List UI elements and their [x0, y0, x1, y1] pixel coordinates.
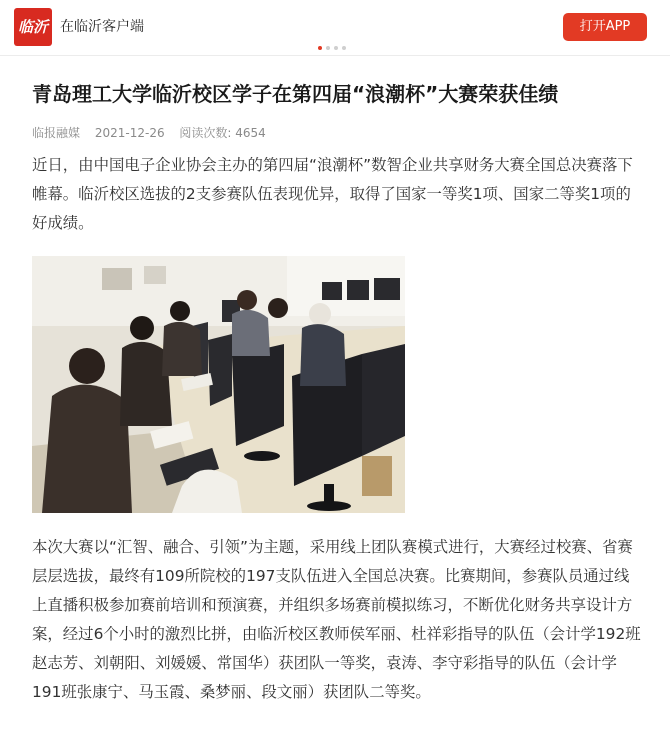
- app-name: 在临沂客户端: [60, 19, 144, 35]
- carousel-dot[interactable]: [318, 46, 322, 50]
- open-app-button[interactable]: 打开APP: [563, 13, 647, 41]
- article-source: 临报融媒: [32, 126, 81, 140]
- article-paragraph-2: 本次大赛以“汇智、融合、引领”为主题，采用线上团队赛模式进行，大赛经过校赛、省赛层层选拔，最终有109所院校的197支队伍进入全国总决赛。比赛期间，参赛队员通过线上直播积极参加赛前培训和预演赛，并组织多场赛前模拟练习，不断优化财务共享设计方案，经过6个小时的激烈比拼，由临沂校区教师侯军丽、杜祥彩指导的队伍（会计学192班赵志芳、刘朝阳、刘媛媛、常国华）获团队一等奖，袁涛、李守彩指导的队伍（会计学191班张康宁、马玉霞、桑梦丽、段文丽）获团队二等奖。: [32, 538, 641, 701]
- carousel-dot[interactable]: [342, 46, 346, 50]
- article-photo[interactable]: [32, 256, 405, 513]
- article-title: 青岛理工大学临沂校区学子在第四届“浪潮杯”大赛荣获佳绩: [32, 82, 559, 106]
- top-bar: [0, 0, 670, 56]
- carousel-dot[interactable]: [334, 46, 338, 50]
- article-read-count: 阅读次数: 4654: [179, 126, 266, 140]
- app-logo-icon[interactable]: 临沂: [14, 8, 52, 46]
- carousel-dot[interactable]: [326, 46, 330, 50]
- carousel-indicator: [318, 46, 346, 50]
- article-paragraph-1: 近日，由中国电子企业协会主办的第四届“浪潮杯”数智企业共享财务大赛全国总决赛落下帷幕。临沂校区选拔的2支参赛队伍表现优异，取得了国家一等奖1项、国家二等奖1项的好成绩。: [32, 156, 633, 232]
- article: [32, 55, 642, 707]
- students-computer-lab-photo-icon: [32, 256, 405, 513]
- article-date: 2021-12-26: [94, 126, 165, 140]
- article-meta: [32, 124, 642, 142]
